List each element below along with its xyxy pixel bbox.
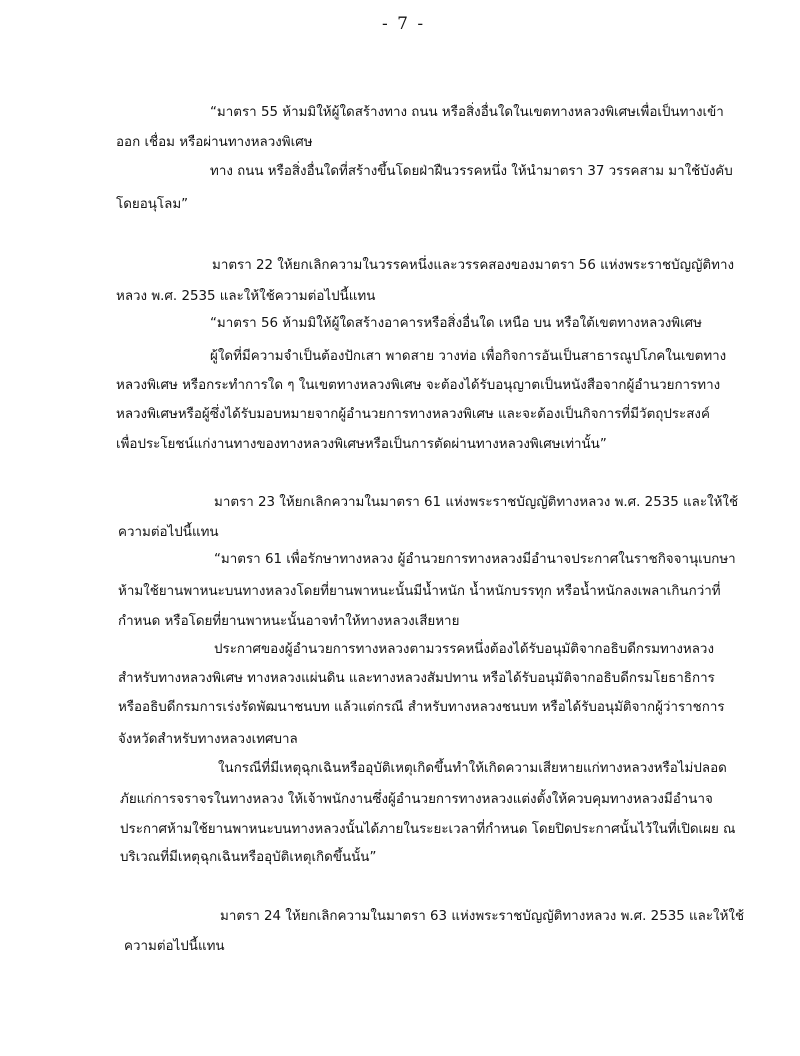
text-line: ความต่อไปนี้แทน — [118, 525, 219, 540]
text-line: ผู้ใดที่มีความจำเป็นต้องปักเสา พาดสาย วางท่อ เพื่อกิจการอันเป็นสาธารณูปโภคในเขตทาง — [210, 349, 727, 364]
text-line: “มาตรา 55 ห้ามมิให้ผู้ใดสร้างทาง ถนน หรือสิ่งอื่นใดในเขตทางหลวงพิเศษเพื่อเป็นทางเข้า — [210, 105, 724, 120]
text-line: ห้ามใช้ยานพาหนะบนทางหลวงโดยที่ยานพาหนะนั้นมีน้ำหนัก น้ำหนักบรรทุก หรือน้ำหนักลงเพลาเกินกว่าที่ — [118, 584, 721, 599]
text-line: มาตรา 22 ให้ยกเลิกความในวรรคหนึ่งและวรรคสองของมาตรา 56 แห่งพระราชบัญญัติทาง — [212, 258, 734, 273]
text-line: ความต่อไปนี้แทน — [124, 939, 225, 954]
text-line: มาตรา 23 ให้ยกเลิกความในมาตรา 61 แห่งพระราชบัญญัติทางหลวง พ.ศ. 2535 และให้ใช้ — [214, 495, 739, 510]
text-line: ภัยแก่การจราจรในทางหลวง ให้เจ้าพนักงานซึ่งผู้อำนวยการทางหลวงแต่งตั้งให้ควบคุมทางหลวงมีอำนาจ — [120, 792, 713, 807]
text-line: ทาง ถนน หรือสิ่งอื่นใดที่สร้างขึ้นโดยฝ่าฝืนวรรคหนึ่ง ให้นำมาตรา 37 วรรคสาม มาใช้บังคับ — [210, 164, 733, 179]
text-line: หลวง พ.ศ. 2535 และให้ใช้ความต่อไปนี้แทน — [116, 289, 376, 304]
text-line: บริเวณที่มีเหตุฉุกเฉินหรืออุบัติเหตุเกิดขึ้นนั้น” — [120, 850, 377, 865]
text-line: กำหนด หรือโดยที่ยานพาหนะนั้นอาจทำให้ทางหลวงเสียหาย — [118, 614, 460, 629]
text-line: “มาตรา 56 ห้ามมิให้ผู้ใดสร้างอาคารหรือสิ่งอื่นใด เหนือ บน หรือใต้เขตทางหลวงพิเศษ — [210, 316, 702, 331]
text-line: ในกรณีที่มีเหตุฉุกเฉินหรืออุบัติเหตุเกิดขึ้นทำให้เกิดความเสียหายแก่ทางหลวงหรือไม่ปลอด — [218, 761, 727, 776]
text-line: มาตรา 24 ให้ยกเลิกความในมาตรา 63 แห่งพระราชบัญญัติทางหลวง พ.ศ. 2535 และให้ใช้ — [220, 909, 745, 924]
text-line: ออก เชื่อม หรือผ่านทางหลวงพิเศษ — [116, 135, 313, 150]
text-line: หรืออธิบดีกรมการเร่งรัดพัฒนาชนบท แล้วแต่กรณี สำหรับทางหลวงชนบท หรือได้รับอนุมัติจากผู้ว่าราชการ — [118, 700, 725, 715]
text-line: เพื่อประโยชน์แก่งานทางของทางหลวงพิเศษหรือเป็นการตัดผ่านทางหลวงพิเศษเท่านั้น” — [116, 437, 607, 452]
text-line: ประกาศห้ามใช้ยานพาหนะบนทางหลวงนั้นได้ภายในระยะเวลาที่กำหนด โดยปิดประกาศนั้นไว้ในที่เปิดเผย ณ — [120, 822, 736, 837]
text-line: ประกาศของผู้อำนวยการทางหลวงตามวรรคหนึ่งต้องได้รับอนุมัติจากอธิบดีกรมทางหลวง — [214, 642, 714, 657]
text-line: สำหรับทางหลวงพิเศษ ทางหลวงแผ่นดิน และทางหลวงสัมปทาน หรือได้รับอนุมัติจากอธิบดีกรมโยธาธิการ — [118, 671, 715, 686]
text-line: จังหวัดสำหรับทางหลวงเทศบาล — [118, 732, 298, 747]
text-line: โดยอนุโลม” — [116, 197, 189, 212]
text-line: หลวงพิเศษ หรือกระทำการใด ๆ ในเขตทางหลวงพิเศษ จะต้องได้รับอนุญาตเป็นหนังสือจากผู้อำนวยการทาง — [116, 378, 721, 393]
text-line: “มาตรา 61 เพื่อรักษาทางหลวง ผู้อำนวยการทางหลวงมีอำนาจประกาศในราชกิจจานุเบกษา — [214, 552, 736, 567]
text-line: หลวงพิเศษหรือผู้ซึ่งได้รับมอบหมายจากผู้อำนวยการทางหลวงพิเศษ และจะต้องเป็นกิจการที่มีวัตถุประสงค์ — [116, 407, 710, 422]
page-number: - 7 - — [382, 14, 426, 34]
